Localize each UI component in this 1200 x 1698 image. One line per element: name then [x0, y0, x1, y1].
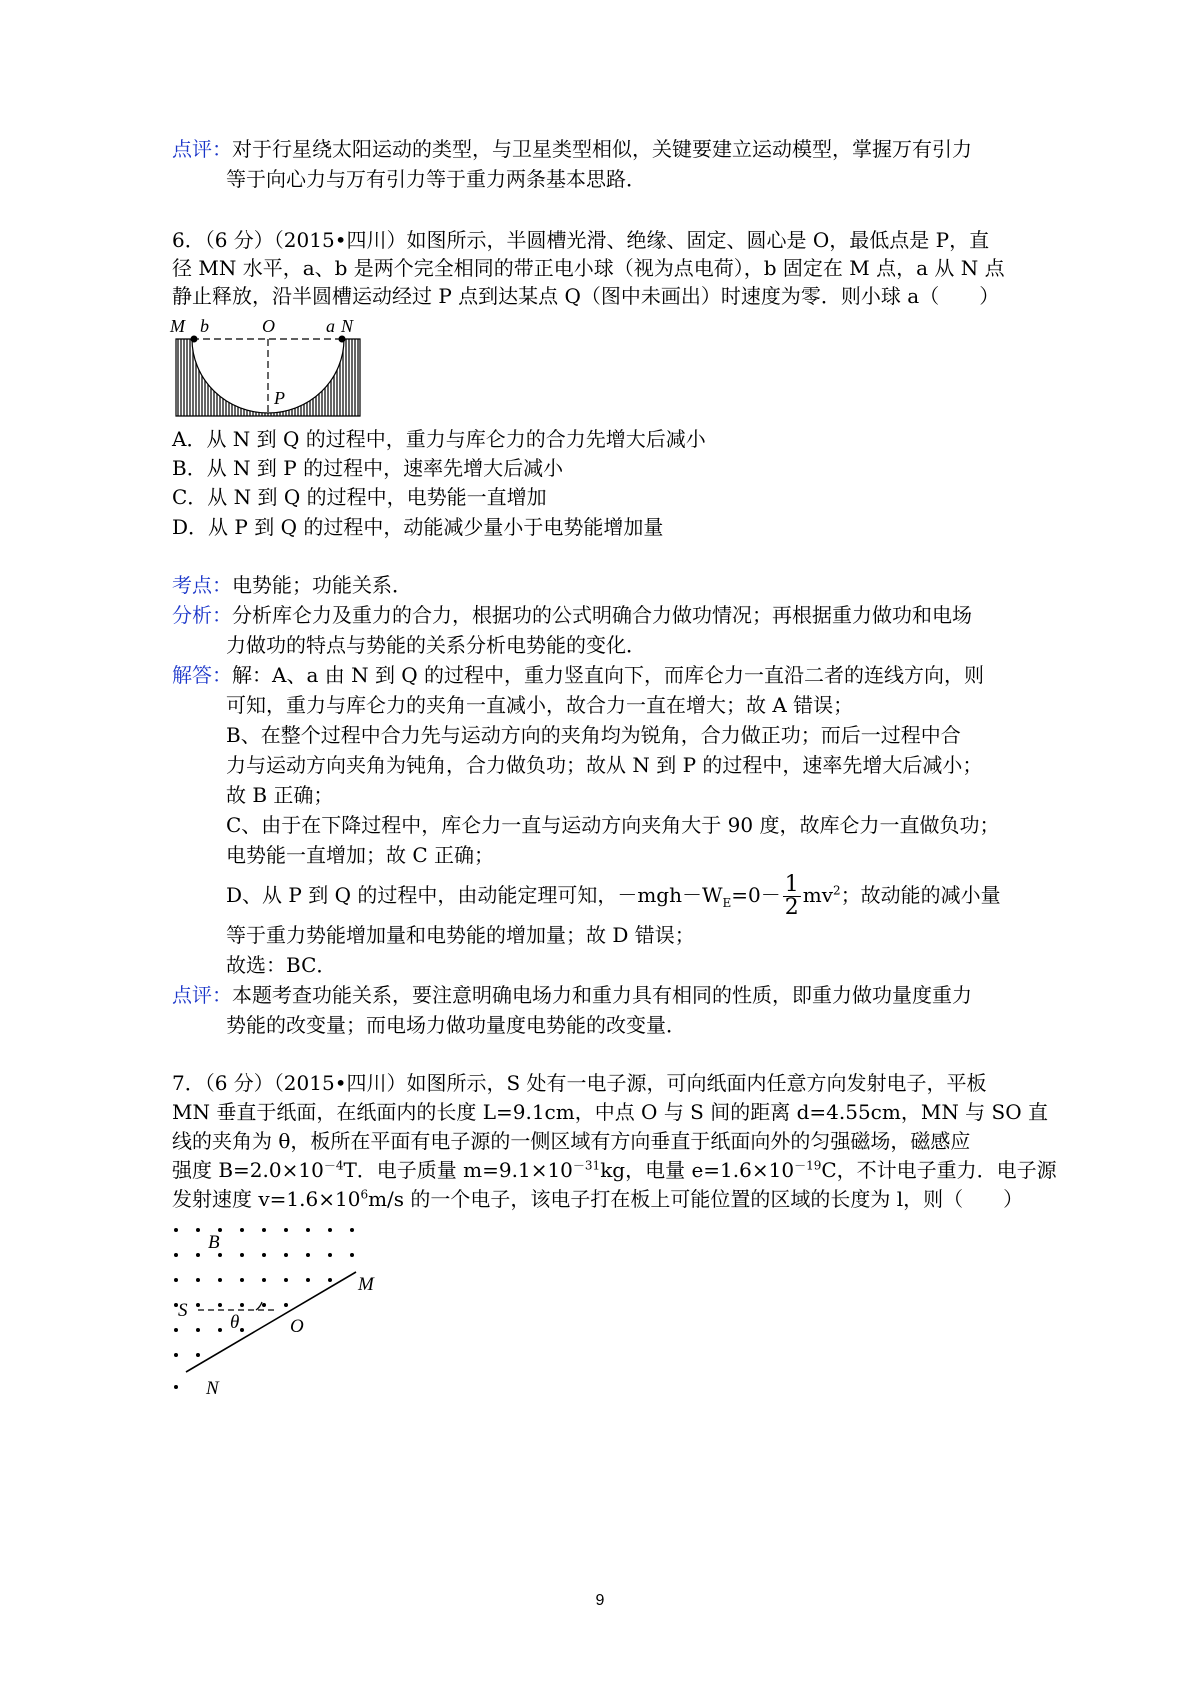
q6-kaodian: 考点：电势能；功能关系．	[172, 573, 412, 597]
field-dot	[284, 1278, 288, 1282]
field-dot	[174, 1278, 178, 1282]
field-dot	[306, 1228, 310, 1232]
field-dot	[328, 1253, 332, 1257]
field-dot	[284, 1228, 288, 1232]
q6-fenxi-line-1: 分析：分析库仑力及重力的合力，根据功的公式明确合力做功情况；再根据重力做功和电场	[172, 603, 972, 627]
q7-field-figure	[168, 1222, 398, 1402]
field-dot	[174, 1328, 178, 1332]
label-b: b	[200, 316, 209, 336]
q6-jieda-line-9: 等于重力势能增加量和电势能的增加量；故 D 错误；	[226, 923, 695, 947]
field-dot	[240, 1328, 244, 1332]
q6-trough-figure	[168, 312, 368, 422]
field-dot	[262, 1278, 266, 1282]
q7-stem-line-1: 7．（6 分）（2015•四川）如图所示，S 处有一电子源，可向纸面内任意方向发射电子，平板	[172, 1071, 987, 1095]
q6-jieda-line-7: 电势能一直增加；故 C 正确；	[226, 843, 495, 867]
field-dot	[240, 1253, 244, 1257]
q6-stem-line-1: 6．（6 分）（2015•四川）如图所示，半圆槽光滑、绝缘、固定、圆心是 O，最低点是 P，直	[172, 228, 990, 252]
field-dot	[218, 1278, 222, 1282]
review-label: 点评：	[172, 137, 232, 161]
q7-stem-line-4: 强度 $B=2.0\times 10^{-4}T$．电子质量 $m=9.1\times 10^{-31}kg$，电量 $e=1.6\times 10^{-19}C$，不计电子重力．电子源	[172, 1158, 1057, 1182]
q6-stem-line-2: 径 MN 水平，a、b 是两个完全相同的带正电小球（视为点电荷），b 固定在 M 点，a 从 N 点	[172, 256, 1005, 280]
review-line-1: 点评：对于行星绕太阳运动的类型，与卫星类型相似，关键要建立运动模型，掌握万有引力	[172, 137, 972, 161]
field-dot	[284, 1303, 288, 1307]
field-dot	[218, 1253, 222, 1257]
field-dot	[240, 1303, 244, 1307]
label-M: M	[358, 1274, 374, 1295]
field-dot	[262, 1253, 266, 1257]
field-dot	[262, 1228, 266, 1232]
q6-fenxi-line-2: 力做功的特点与势能的关系分析电势能的变化．	[226, 633, 646, 657]
field-dot	[306, 1253, 310, 1257]
field-dot	[350, 1253, 354, 1257]
q6-jieda-line-6: C、由于在下降过程中，库仑力一直与运动方向夹角大于 90 度，故库仑力一直做负功；	[226, 813, 1000, 837]
field-dot	[196, 1228, 200, 1232]
label-B: B	[208, 1232, 220, 1253]
field-dot	[306, 1278, 310, 1282]
q6-jieda-line-10: 故选：BC．	[226, 953, 337, 977]
label-S: S	[178, 1300, 188, 1321]
field-dot	[174, 1228, 178, 1232]
label-N: N	[206, 1378, 219, 1399]
q6-jieda-line-8-formula: D、从 P 到 Q 的过程中，由动能定理可知，$-mgh-W_E=0-$ $\frac{1}{2}$ $mv^2$；故动能的减小量	[226, 872, 1001, 920]
q7-stem-line-3: 线的夹角为 θ，板所在平面有电子源的一侧区域有方向垂直于纸面向外的匀强磁场，磁感应	[172, 1129, 971, 1153]
review-line-2: 等于向心力与万有引力等于重力两条基本思路．	[226, 167, 646, 191]
field-dot	[174, 1385, 178, 1389]
label-O: O	[290, 1316, 304, 1337]
field-dot	[240, 1228, 244, 1232]
field-dot	[196, 1303, 200, 1307]
label-theta: θ	[230, 1312, 240, 1333]
field-dot	[218, 1303, 222, 1307]
q7-stem-line-2: MN 垂直于纸面，在纸面内的长度 L=9.1cm，中点 O 与 S 间的距离 d=4.55cm，MN 与 SO 直	[172, 1100, 1048, 1124]
field-dot	[174, 1353, 178, 1357]
field-dot	[196, 1328, 200, 1332]
q7-stem-line-5: 发射速度 $v=1.6\times 10^6m/s$ 的一个电子，该电子打在板上可能位置的区域的长度为 l，则（ ）	[172, 1187, 1024, 1211]
field-dot	[328, 1228, 332, 1232]
label-N: N	[341, 316, 354, 336]
q6-option-d: D．从 P 到 Q 的过程中，动能减少量小于电势能增加量	[172, 515, 664, 539]
q6-jieda-line-3: B、在整个过程中合力先与运动方向的夹角均为锐角，合力做正功；而后一过程中合	[226, 723, 961, 747]
q6-option-a: A．从 N 到 Q 的过程中，重力与库仑力的合力先增大后减小	[172, 427, 706, 451]
field-dot	[240, 1278, 244, 1282]
q6-option-b: B．从 N 到 P 的过程中，速率先增大后减小	[172, 456, 564, 480]
q6-jieda-line-5: 故 B 正确；	[226, 783, 334, 807]
q6-dianping-line-1: 点评：本题考查功能关系，要注意明确电场力和重力具有相同的性质，即重力做功量度重力	[172, 983, 972, 1007]
field-dot	[350, 1228, 354, 1232]
label-M: M	[170, 316, 185, 336]
fraction: $\frac{1}{2}$	[784, 872, 799, 920]
label-P: P	[274, 388, 285, 408]
field-dot	[174, 1253, 178, 1257]
field-dot	[262, 1303, 266, 1307]
q6-jieda-line-2: 可知，重力与库仑力的夹角一直减小，故合力一直在增大；故 A 错误；	[226, 693, 854, 717]
q6-dianping-line-2: 势能的改变量；而电场力做功量度电势能的改变量．	[226, 1013, 686, 1037]
field-dot	[196, 1353, 200, 1357]
q6-option-c: C．从 N 到 Q 的过程中，电势能一直增加	[172, 485, 547, 509]
q6-jieda-line-4: 力与运动方向夹角为钝角，合力做负功；故从 N 到 P 的过程中，速率先增大后减小；	[226, 753, 983, 777]
q6-jieda-line-1: 解答：解：A、a 由 N 到 Q 的过程中，重力竖直向下，而库仑力一直沿二者的连线方向，则	[172, 663, 985, 687]
field-dot	[218, 1328, 222, 1332]
q6-stem-line-3: 静止释放，沿半圆槽运动经过 P 点到达某点 Q（图中未画出）时速度为零．则小球 a（ ）	[172, 284, 1000, 308]
field-dot	[196, 1278, 200, 1282]
page-number: 9	[595, 1592, 605, 1609]
label-a: a	[326, 316, 335, 336]
field-dot	[328, 1278, 332, 1282]
field-dot	[284, 1253, 288, 1257]
field-dot	[196, 1253, 200, 1257]
label-O: O	[262, 316, 275, 336]
